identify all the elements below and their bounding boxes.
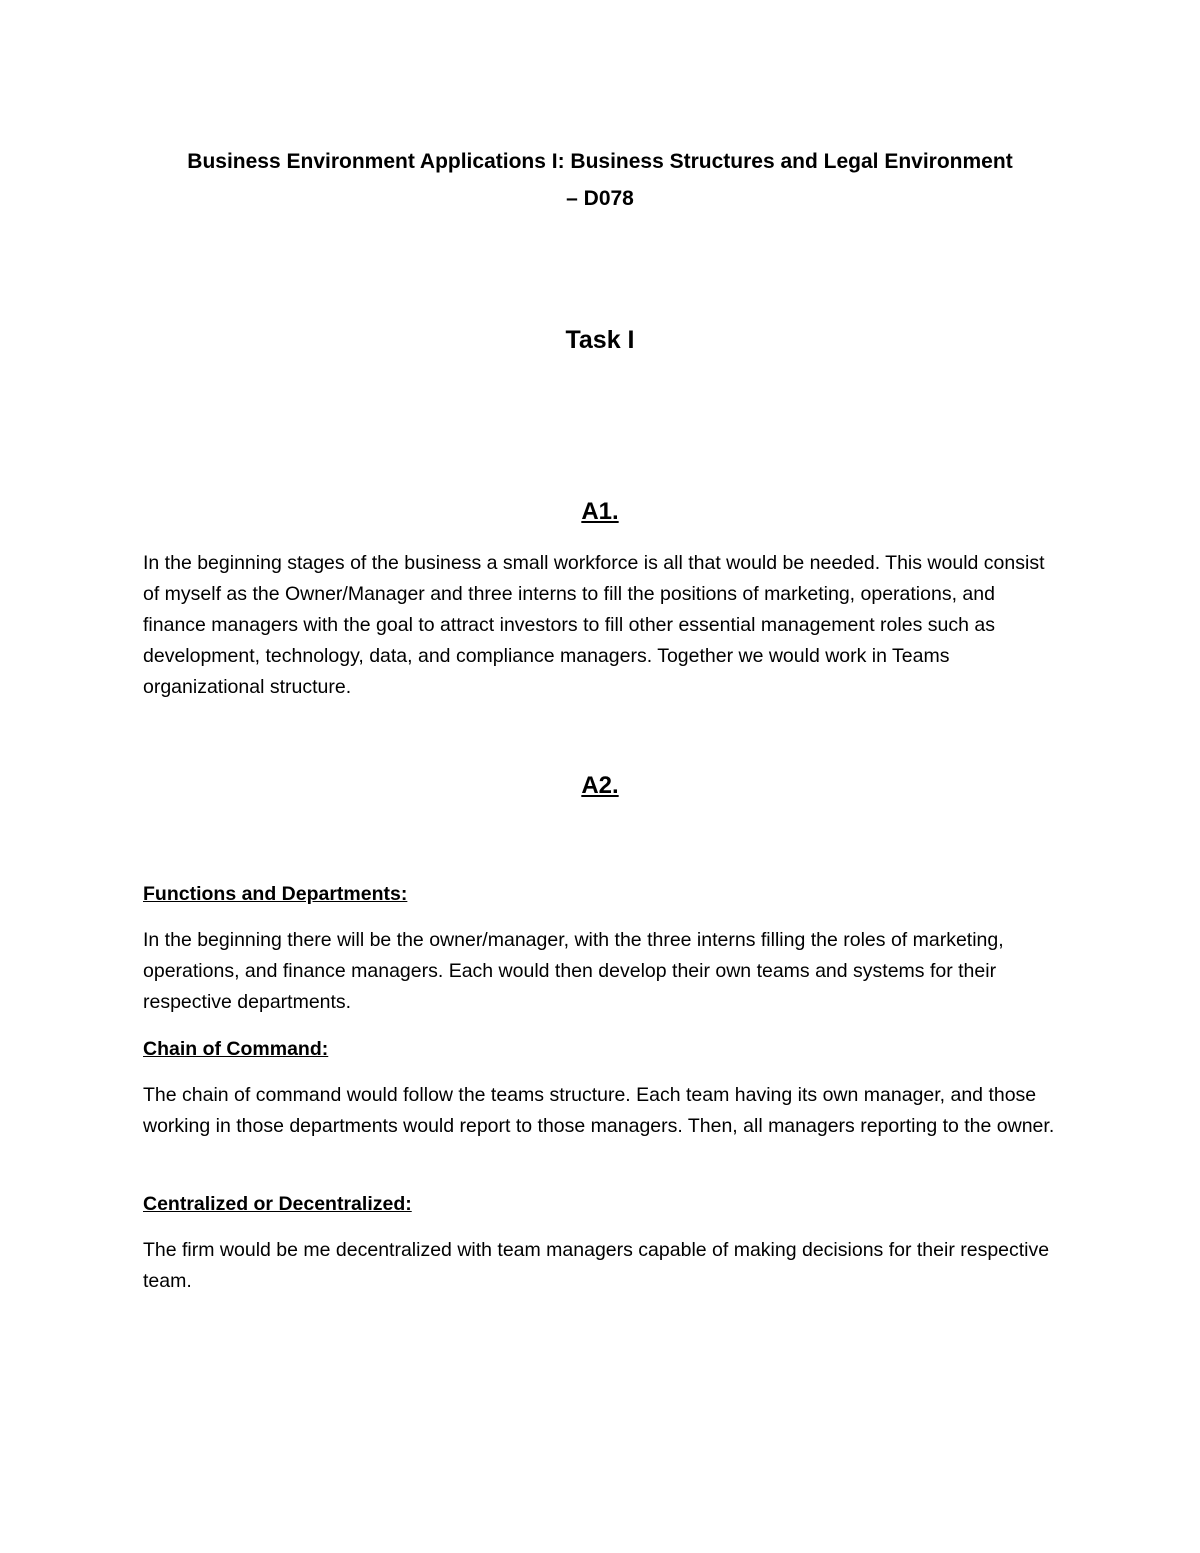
task-heading: Task I <box>565 326 635 354</box>
centralization-paragraph: The firm would be me decentralized with team managers capable of making decisions for their respective team. <box>143 1239 1050 1292</box>
functions-departments-paragraph: In the beginning there will be the owner/manager, with the three interns filling the roles of marketing, operations, and finance managers. Each would then develop their own teams and systems for their respective departments. <box>143 929 1004 1013</box>
section-a2-heading: A2. <box>581 772 619 799</box>
functions-departments-heading: Functions and Departments: <box>143 883 408 905</box>
centralization-heading: Centralized or Decentralized: <box>143 1193 412 1215</box>
document-title <box>140 143 1060 217</box>
document-title-line-2: – D078 <box>566 187 634 210</box>
section-a1-paragraph: In the beginning stages of the business a small workforce is all that would be needed. This would consist of myself as the Owner/Manager and three interns to fill the positions of marketing, operations, and finance managers with the goal to attract investors to fill other essential management roles such as development, technology, data, and compliance managers. Together we would work in Teams organizational structure. <box>143 552 1045 698</box>
section-a1-heading: A1. <box>581 498 619 525</box>
chain-of-command-heading: Chain of Command: <box>143 1038 329 1060</box>
chain-of-command-paragraph: The chain of command would follow the teams structure. Each team having its own manager, and those working in those departments would report to those managers. Then, all managers reporting to the owner. <box>143 1084 1055 1137</box>
document-title-line-1: Business Environment Applications I: Business Structures and Legal Environment <box>187 150 1013 173</box>
